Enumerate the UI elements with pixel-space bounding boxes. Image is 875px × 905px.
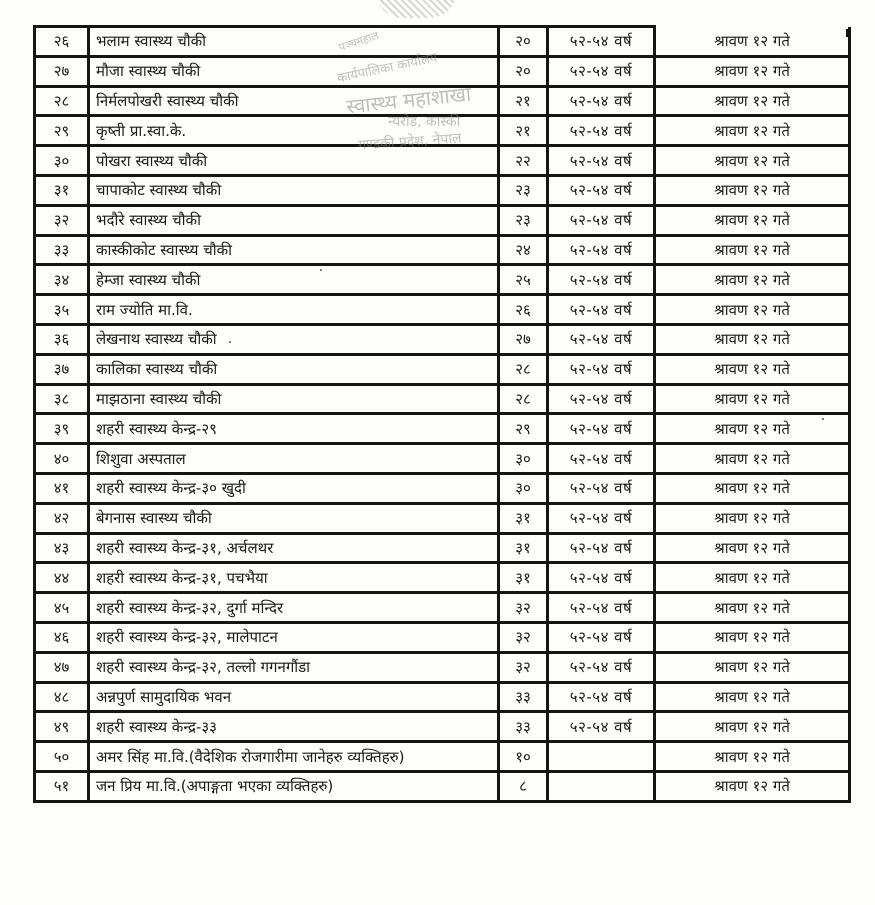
site-name-cell: पोखरा स्वास्थ्य चौकी: [89, 146, 499, 176]
site-name-cell: शहरी स्वास्थ्य केन्द्र-२९: [89, 414, 499, 444]
date-cell: श्रावण १२ गते: [655, 116, 850, 146]
age-group-cell: ५२-५४ वर्ष: [548, 652, 655, 682]
date-cell: श्रावण १२ गते: [655, 593, 850, 623]
date-cell: श्रावण १२ गते: [655, 175, 850, 205]
site-name-cell: शहरी स्वास्थ्य केन्द्र-३३: [89, 712, 499, 742]
date-cell: श्रावण १२ गते: [655, 27, 850, 57]
table-row: [35, 175, 850, 205]
serial-number-cell: ३७: [35, 354, 89, 384]
serial-number-cell: ४६: [35, 622, 89, 652]
serial-number-cell: २८: [35, 86, 89, 116]
site-name-cell: शहरी स्वास्थ्य केन्द्र-३१, अर्चलथर: [89, 533, 499, 563]
table-row: [35, 235, 850, 265]
table-body: [35, 27, 850, 802]
serial-number-cell: ३०: [35, 146, 89, 176]
site-name-cell: लेखनाथ स्वास्थ्य चौकी: [89, 324, 499, 354]
date-cell: श्रावण १२ गते: [655, 205, 850, 235]
age-group-cell: [548, 742, 655, 772]
ward-number-cell: ३१: [499, 503, 548, 533]
age-group-cell: ५२-५४ वर्ष: [548, 712, 655, 742]
ward-number-cell: २२: [499, 146, 548, 176]
ward-number-cell: ३२: [499, 593, 548, 623]
age-group-cell: ५२-५४ वर्ष: [548, 563, 655, 593]
table-row: [35, 205, 850, 235]
age-group-cell: ५२-५४ वर्ष: [548, 533, 655, 563]
serial-number-cell: ४५: [35, 593, 89, 623]
site-name-cell: माझठाना स्वास्थ्य चौकी: [89, 384, 499, 414]
age-group-cell: ५२-५४ वर्ष: [548, 622, 655, 652]
ward-number-cell: २०: [499, 27, 548, 57]
site-name-cell: राम ज्योति मा.वि.: [89, 295, 499, 325]
site-name-cell: चापाकोट स्वास्थ्य चौकी: [89, 175, 499, 205]
table-row: [35, 295, 850, 325]
date-cell: श्रावण १२ गते: [655, 712, 850, 742]
table-row: [35, 56, 850, 86]
table-row: [35, 384, 850, 414]
age-group-cell: ५२-५४ वर्ष: [548, 235, 655, 265]
age-group-cell: ५२-५४ वर्ष: [548, 116, 655, 146]
serial-number-cell: ४७: [35, 652, 89, 682]
table-row: [35, 652, 850, 682]
ward-number-cell: २६: [499, 295, 548, 325]
age-group-cell: ५२-५४ वर्ष: [548, 86, 655, 116]
table-row: [35, 444, 850, 474]
site-name-cell: शहरी स्वास्थ्य केन्द्र-३१, पचभैया: [89, 563, 499, 593]
date-cell: श्रावण १२ गते: [655, 56, 850, 86]
ward-number-cell: २९: [499, 414, 548, 444]
ward-number-cell: ३३: [499, 682, 548, 712]
site-name-cell: अन्नपुर्ण सामुदायिक भवन: [89, 682, 499, 712]
site-name-cell: शहरी स्वास्थ्य केन्द्र-३२, दुर्गा मन्दिर: [89, 593, 499, 623]
ward-number-cell: ३०: [499, 473, 548, 503]
site-name-cell: शहरी स्वास्थ्य केन्द्र-३२, तल्लो गगनगौंडा: [89, 652, 499, 682]
serial-number-cell: ३९: [35, 414, 89, 444]
age-group-cell: ५२-५४ वर्ष: [548, 324, 655, 354]
ward-number-cell: २८: [499, 354, 548, 384]
serial-number-cell: ३३: [35, 235, 89, 265]
site-name-cell: शिशुवा अस्पताल: [89, 444, 499, 474]
date-cell: श्रावण १२ गते: [655, 622, 850, 652]
date-cell: श्रावण १२ गते: [655, 324, 850, 354]
age-group-cell: ५२-५४ वर्ष: [548, 354, 655, 384]
date-cell: श्रावण १२ गते: [655, 563, 850, 593]
serial-number-cell: ३५: [35, 295, 89, 325]
ward-number-cell: ३०: [499, 444, 548, 474]
serial-number-cell: ५०: [35, 742, 89, 772]
serial-number-cell: ३८: [35, 384, 89, 414]
table-row: [35, 622, 850, 652]
site-name-cell: कृष्ती प्रा.स्वा.के.: [89, 116, 499, 146]
stamp-line: गण्डकी प्रदेश, नेपाल: [357, 130, 462, 154]
serial-number-cell: ५१: [35, 771, 89, 801]
ward-number-cell: ३२: [499, 652, 548, 682]
table-row: [35, 265, 850, 295]
table-row: [35, 324, 850, 354]
table-row: [35, 593, 850, 623]
age-group-cell: ५२-५४ वर्ष: [548, 146, 655, 176]
table-row: [35, 354, 850, 384]
stamp-line: स्वास्थ्य महाशाखा: [345, 81, 473, 119]
serial-number-cell: ३४: [35, 265, 89, 295]
ward-number-cell: २१: [499, 116, 548, 146]
stamp-line: न्यरोड, कास्की: [388, 114, 461, 130]
date-cell: श्रावण १२ गते: [655, 473, 850, 503]
emblem-icon: [376, 0, 456, 18]
site-name-cell: जन प्रिय मा.वि.(अपाङ्गता भएका व्यक्तिहरु): [89, 771, 499, 801]
table-row: [35, 473, 850, 503]
serial-number-cell: ३१: [35, 175, 89, 205]
date-cell: श्रावण १२ गते: [655, 235, 850, 265]
table-row: [35, 533, 850, 563]
table-row: [35, 771, 850, 801]
date-cell: श्रावण १२ गते: [655, 146, 850, 176]
ward-number-cell: ३१: [499, 563, 548, 593]
scan-speck: [229, 341, 231, 343]
site-name-cell: शहरी स्वास्थ्य केन्द्र-३२, मालेपाटन: [89, 622, 499, 652]
table-row: [35, 146, 850, 176]
site-name-cell: भदौरे स्वास्थ्य चौकी: [89, 205, 499, 235]
date-cell: श्रावण १२ गते: [655, 295, 850, 325]
ward-number-cell: ३२: [499, 622, 548, 652]
date-cell: श्रावण १२ गते: [655, 384, 850, 414]
ward-number-cell: २३: [499, 205, 548, 235]
age-group-cell: [548, 771, 655, 801]
age-group-cell: ५२-५४ वर्ष: [548, 384, 655, 414]
ward-number-cell: २१: [499, 86, 548, 116]
table-row: [35, 712, 850, 742]
site-name-cell: कास्कीकोट स्वास्थ्य चौकी: [89, 235, 499, 265]
site-name-cell: हेम्जा स्वास्थ्य चौकी: [89, 265, 499, 295]
age-group-cell: ५२-५४ वर्ष: [548, 414, 655, 444]
age-group-cell: ५२-५४ वर्ष: [548, 175, 655, 205]
table-row: [35, 742, 850, 772]
ward-number-cell: ३३: [499, 712, 548, 742]
serial-number-cell: ४४: [35, 563, 89, 593]
date-cell: श्रावण १२ गते: [655, 503, 850, 533]
serial-number-cell: ४०: [35, 444, 89, 474]
age-group-cell: ५२-५४ वर्ष: [548, 56, 655, 86]
serial-number-cell: ४१: [35, 473, 89, 503]
serial-number-cell: २७: [35, 56, 89, 86]
site-name-cell: अमर सिंह मा.वि.(वैदेशिक रोजगारीमा जानेहरु व्यक्तिहरु): [89, 742, 499, 772]
age-group-cell: ५२-५४ वर्ष: [548, 682, 655, 712]
site-name-cell: कालिका स्वास्थ्य चौकी: [89, 354, 499, 384]
stamp-line: कार्यपालिका कार्यालय: [335, 50, 439, 87]
date-cell: श्रावण १२ गते: [655, 742, 850, 772]
age-group-cell: ५२-५४ वर्ष: [548, 27, 655, 57]
scan-speck: [320, 269, 322, 271]
table-row: [35, 116, 850, 146]
age-group-cell: ५२-५४ वर्ष: [548, 444, 655, 474]
date-cell: श्रावण १२ गते: [655, 86, 850, 116]
site-name-cell: शहरी स्वास्थ्य केन्द्र-३० खुदी: [89, 473, 499, 503]
age-group-cell: ५२-५४ वर्ष: [548, 265, 655, 295]
serial-number-cell: ४३: [35, 533, 89, 563]
ward-number-cell: २४: [499, 235, 548, 265]
ward-number-cell: १०: [499, 742, 548, 772]
site-name-cell: बेगनास स्वास्थ्य चौकी: [89, 503, 499, 533]
serial-number-cell: ३६: [35, 324, 89, 354]
date-cell: श्रावण १२ गते: [655, 354, 850, 384]
date-cell: श्रावण १२ गते: [655, 652, 850, 682]
age-group-cell: ५२-५४ वर्ष: [548, 205, 655, 235]
date-cell: श्रावण १२ गते: [655, 682, 850, 712]
ward-number-cell: ३१: [499, 533, 548, 563]
date-cell: श्रावण १२ गते: [655, 265, 850, 295]
table-row: [35, 503, 850, 533]
site-name-cell: मौजा स्वास्थ्य चौकी: [89, 56, 499, 86]
scan-speck: [822, 418, 824, 420]
date-cell: श्रावण १२ गते: [655, 771, 850, 801]
serial-number-cell: २६: [35, 27, 89, 57]
table-row: [35, 27, 850, 57]
ward-number-cell: २७: [499, 324, 548, 354]
ward-number-cell: २०: [499, 56, 548, 86]
table-row: [35, 563, 850, 593]
vaccination-schedule-table: [33, 25, 851, 803]
site-name-cell: निर्मलपोखरी स्वास्थ्य चौकी: [89, 86, 499, 116]
table-row: [35, 414, 850, 444]
serial-number-cell: २९: [35, 116, 89, 146]
table-row: [35, 682, 850, 712]
serial-number-cell: ४२: [35, 503, 89, 533]
table-row: [35, 86, 850, 116]
age-group-cell: ५२-५४ वर्ष: [548, 503, 655, 533]
stamp-line: पञ्चमहाल: [337, 28, 381, 55]
ward-number-cell: ८: [499, 771, 548, 801]
serial-number-cell: ४९: [35, 712, 89, 742]
serial-number-cell: ४८: [35, 682, 89, 712]
ward-number-cell: २३: [499, 175, 548, 205]
date-cell: श्रावण १२ गते: [655, 533, 850, 563]
date-cell: श्रावण १२ गते: [655, 414, 850, 444]
serial-number-cell: ३२: [35, 205, 89, 235]
site-name-cell: भलाम स्वास्थ्य चौकी: [89, 27, 499, 57]
ward-number-cell: २८: [499, 384, 548, 414]
age-group-cell: ५२-५४ वर्ष: [548, 473, 655, 503]
age-group-cell: ५२-५४ वर्ष: [548, 593, 655, 623]
ward-number-cell: २५: [499, 265, 548, 295]
date-cell: श्रावण १२ गते: [655, 444, 850, 474]
age-group-cell: ५२-५४ वर्ष: [548, 295, 655, 325]
